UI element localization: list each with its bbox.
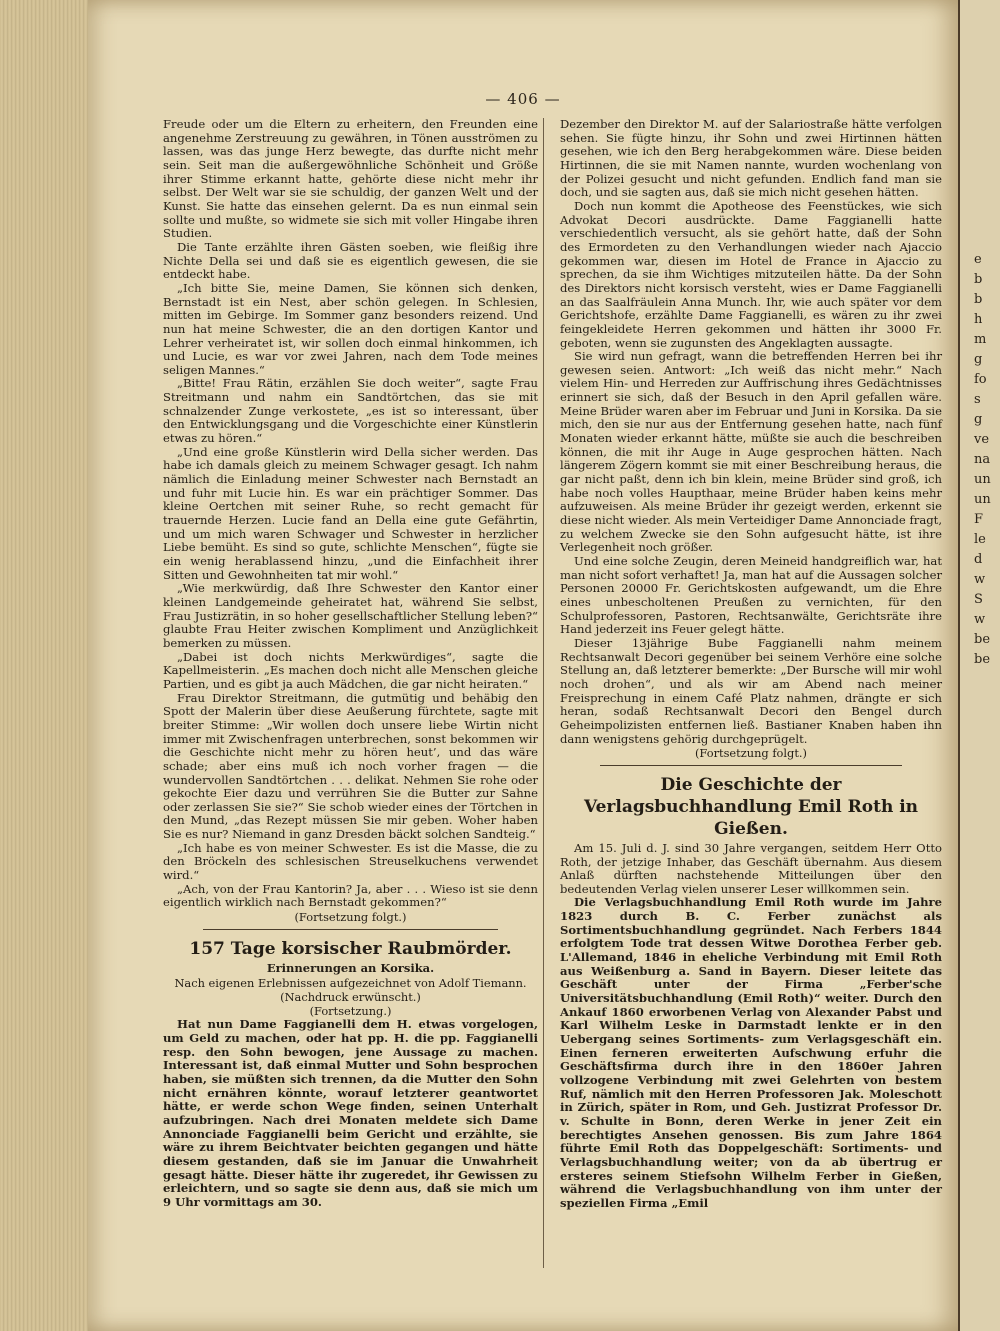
column-divider [543,118,544,1268]
text-paragraph: Die Tante erzählte ihren Gästen soeben, wie fleißig ihre Nichte Della sei und daß sie es eigentlich gewesen, die sie entdeckt habe. [163,239,538,282]
newspaper-page [88,0,958,1331]
section-rule [600,765,902,766]
text-paragraph: Sie wird nun gefragt, wann die betreffenden Herren bei ihr gewesen seien. Antwort: „Ich weiß das nicht mehr.“ Nach vielem Hin- und Herreden zur Auffrischung ihres Gedächtnisses erinnert sie sich, daß der Besuch in den April gefallen wäre. Meine Brüder waren aber im Februar und Juni in Korsika. Da sie mich, den sie nur aus der Entfernung gesehen hatte, nach fünf Monaten wieder erkannt hätte, müßte sie auch die beschreiben können, die mit ihr Auge in Auge gesprochen hätten. Nach längerem Zögern kommt sie mit einer Beschreibung heraus, die gar nicht paßt, denn ich bin klein, meine Brüder sind groß, ich habe noch volles Haupthaar, meine Brüder haben keins mehr aufzuweisen. Als meine Brüder ihr gezeigt werden, erkennt sie diese nicht wieder. Als mein Verteidiger Dame Annonciade fragt, zu welchem Zwecke sie den Sohn aufgesucht hätte, ist ihre Verlegenheit noch größer. [560,349,942,555]
text-paragraph: „Ich bitte Sie, meine Damen, Sie können sich denken, Bernstadt ist ein Nest, aber schön gelegen. In Schlesien, mitten im Gebirge. Im Sommer ganz besonders reizend. Und nun hat meine Schwester, die an den dortigen Kantor und Lehrer verheiratet ist, wir sollen doch einmal hinkommen, ich und Lucie, es war vor zwei Jahren, nach dem Tode meines seligen Mannes.“ [163,280,538,377]
article-paragraph: Hat nun Dame Faggianelli dem H. etwas vorgelogen, um Geld zu machen, oder hat pp. H. die pp. Faggianelli resp. den Sohn bewogen, jene Aussage zu machen. Interessant ist, daß einmal Mutter und Sohn besprochen haben, sie müßten sich trennen, da die Mutter den Sohn nicht ernähren könnte, worauf letzterer geantwortet hätte, er werde schon Wege finden, seinen Unterhalt aufzubringen. Nach drei Monaten meldete sich Dame Annonciade Faggianelli beim Gericht und erzählte, sie wäre zu ihrem Beichtvater beichten gegangen und hätte diesem gestanden, daß sie im Januar die Unwahrheit gesagt hätte. Dieser hätte ihr zugeredet, ihr Gewissen zu erleichtern, und so sagte sie denn aus, daß sie mich um 9 Uhr vormittags am 30. [163,1017,538,1209]
text-paragraph: „Bitte! Frau Rätin, erzählen Sie doch weiter“, sagte Frau Streitmann und nahm ein Sandtörtchen, das sie mit schnalzender Zunge verkostete, „es ist so interessant, über den Entwicklungsgang und die Vorgeschichte einer Künstlerin etwas zu hören.“ [163,376,538,446]
text-paragraph: „Und eine große Künstlerin wird Della sicher werden. Das habe ich damals gleich zu meinem Schwager gesagt. Ich nahm nämlich die Einladung meiner Schwester nach Bernstadt an und fuhr mit Lucie hin. Es war ein prächtiger Sommer. Das kleine Oertchen mit seiner Ruhe, so recht gemacht für trauernde Herzen. Lucie fand an Della eine gute Gefährtin, und um mich waren Schwager und Schwester in herzlicher Liebe bemüht. Es sind so gute, schlichte Menschen“, fügte sie ein wenig herablassend hinzu, „und die Einfachheit ihrer Sitten und Gewohnheiten tat mir wohl.“ [163,444,538,582]
facing-page-edge [958,0,1000,1331]
continuation-note: (Fortsetzung folgt.) [694,746,807,761]
left-column [163,118,538,1210]
article-subheadline: Erinnerungen an Korsika. [266,960,435,975]
book-page-edges [0,0,88,1331]
text-paragraph: Doch nun kommt die Apotheose des Feenstückes, wie sich Advokat Decori ausdrückte. Dame Faggianelli hatte verschiedentlich versucht, als sie gehört hatte, daß der Sohn des Ermordeten zu den Verhandlungen wieder nach Ajaccio gekommen war, diesen im Hotel de France in Ajaccio zu sprechen, da sie ihm Wichtiges mitzuteilen hätte. Da der Sohn des Direktors nicht korsisch versteht, wies er Dame Faggianelli an das Saalfräulein Anna Munch. Ihr, wie auch später vor dem Gerichtshofe, erzählte Dame Faggianelli, es wären zu ihr zwei feingekleidete Herren gekommen und hätten ihr 3000 Fr. geboten, wenn sie zugunsten des Angeklagten aussagte. [560,198,942,350]
section-rule [203,929,498,930]
article-paragraph: Die Verlagsbuchhandlung Emil Roth wurde im Jahre 1823 durch B. C. Ferber zunächst als Sortimentsbuchhandlung gegründet. Nach Ferbers 1844 erfolgtem Tode trat dessen Witwe Dorothea Ferber geb. L'Allemand, 1846 in eheliche Verbindung mit Emil Roth aus Weißenburg a. Sand in Bayern. Dieser leitete das Geschäft unter der Firma „Ferber'sche Universitätsbuchhandlung (Emil Roth)“ weiter. Durch den Ankauf 1860 erworbenen Verlag von Alexander Pabst und Karl Wilhelm Leske in Darmstadt lenkte er in den Uebergang seines Sortiments- zum Verlagsgeschäft ein. Einen ferneren erweiterten Aufschwung erfuhr die Geschäftsfirma durch ihre in den 1860er Jahren vollzogene Verbindung mit zwei Gelehrten von bestem Ruf, nämlich mit den Herren Professoren Jak. Moleschott in Zürich, später in Rom, und Geh. Justizrat Professor Dr. v. Schulte in Bonn, deren Werke in jener Zeit ein berechtigtes Ansehen genossen. Bis zum Jahre 1864 führte Emil Roth das Doppelgeschäft: Sortiments- und Verlagsbuchhandlung weiter; von da ab übertrug er ersteres seinem Stiefsohn Wilhelm Ferber in Gießen, während die Verlagsbuchhandlung von ihm unter der speziellen Firma „Emil [560,895,942,1210]
text-paragraph: Und eine solche Zeugin, deren Meineid handgreiflich war, hat man nicht sofort verhaftet! Ja, man hat auf die Aussagen solcher Personen 20000 Fr. Gerichtskosten aufgewandt, um die Ehre eines unbescholtenen Preußen zu vernichten, für den Schulprofessoren, Pastoren, Rechtsanwälte, Gerichtsräte ihre Hand jederzeit ins Feuer gelegt hätte. [560,554,942,637]
text-paragraph: Dezember den Direktor M. auf der Salariostraße hätte verfolgen sehen. Sie fügte hinzu, ihr Sohn und zwei Hirtinnen hätten gesehen, wie ich den Berg herabgekommen wäre. Diese beiden Hirtinnen, die sie mit Namen nannte, wurden wochenlang von der Polizei gesucht und nicht gefunden. Endlich fand man sie doch, und sie sagten aus, daß sie mich nicht gesehen hätten. [560,117,942,200]
text-paragraph: Freude oder um die Eltern zu erheitern, den Freunden eine angenehme Zerstreuung zu gewähren, in Tönen ausströmen zu lassen, was das junge Herz bewegte, das durfte nicht mehr sein. Seit man die außergewöhnliche Schönheit und Größe ihrer Stimme erkannt hatte, gehörte diese nicht mehr ihr selbst. Der Welt war sie sie schuldig, der ganzen Welt und der Kunst. Sie hatte das einsehen gelernt. Da es nun einmal sein sollte und mußte, so widmete sie sich mit voller Hingabe ihren Studien. [163,117,538,241]
text-paragraph: „Ach, von der Frau Kantorin? Ja, aber . . . Wieso ist sie denn eigentlich wirklich nach Bernstadt gekommen?“ [163,881,538,910]
article-headline: 157 Tage korsischer Raubmörder. [189,938,512,959]
text-paragraph: Frau Direktor Streitmann, die gutmütig und behäbig den Spott der Malerin über diese Aeußerung fürchtete, sagte mit breiter Stimme: „Wir wollen doch unsere liebe Wirtin nicht immer mit Zwischenfragen unterbrechen, sonst bekommen wir die Geschichte nicht mehr zu hören heut’, und das wäre schade; aber eins muß ich noch vorher fragen — die wundervollen Sandtörtchen . . . delikat. Nehmen Sie rohe oder gekochte Eier dazu und verrühren Sie die Butter zur Sahne oder zerlassen Sie sie?“ Sie schob wieder eines der Törtchen in den Mund, „das Rezept müssen Sie mir geben. Woher haben Sie es nur? Niemand in ganz Dresden bäckt solchen Sandteig.“ [163,690,538,842]
continuation-note: (Fortsetzung folgt.) [294,910,407,925]
continuation-label: (Fortsetzung.) [309,1003,392,1018]
article-headline: Die Geschichte der Verlagsbuchhandlung Emil Roth in Gießen. [583,774,919,839]
right-column [560,118,942,1211]
reprint-note: (Nachdruck erwünscht.) [280,990,421,1005]
text-paragraph: „Wie merkwürdig, daß Ihre Schwester den Kantor einer kleinen Landgemeinde geheiratet hat, während Sie selbst, Frau Justizrätin, in so hoher gesellschaftlicher Stellung leben?“ glaubte Frau Heiter zwischen Kompliment und Anzüglichkeit bemerken zu müssen. [163,581,538,650]
article-paragraph: Am 15. Juli d. J. sind 30 Jahre vergangen, seitdem Herr Otto Roth, der jetzige Inhaber, das Geschäft übernahm. Aus diesem Anlaß dürften nachstehende Mitteilungen über den bedeutenden Verlag vielen unserer Leser willkommen sein. [560,840,942,896]
text-paragraph: „Ich habe es von meiner Schwester. Es ist die Masse, die zu den Bröckeln des schlesischen Streuselkuchens verwendet wird.“ [163,840,538,883]
text-paragraph: „Dabei ist doch nichts Merkwürdiges“, sagte die Kapellmeisterin. „Es machen doch nicht alle Menschen gleiche Partien, und es gibt ja auch Mädchen, die gar nicht heiraten.“ [163,649,538,691]
page-number: — 406 — [485,90,561,108]
article-byline: Nach eigenen Erlebnissen aufgezeichnet von Adolf Tiemann. [174,976,527,991]
text-paragraph: Dieser 13jährige Bube Faggianelli nahm meinem Rechtsanwalt Decori gegenüber bei seinem Verhöre eine solche Stellung an, daß letzterer bemerkte: „Der Bursche will mir wohl noch drohen“, und als wir am Abend nach meiner Freisprechung in einem Café Platz nahmen, drängte er sich heran, sodaß Rechtsanwalt Decori den Bengel durch Geheimpolizisten entfernen ließ. Bastianer Knaben haben ihn dann wenigstens gehörig durchgeprügelt. [560,635,942,746]
facing-page-text-fragment: e b b h m g fo s g ve na un un F le d w S w be be [974,252,991,667]
